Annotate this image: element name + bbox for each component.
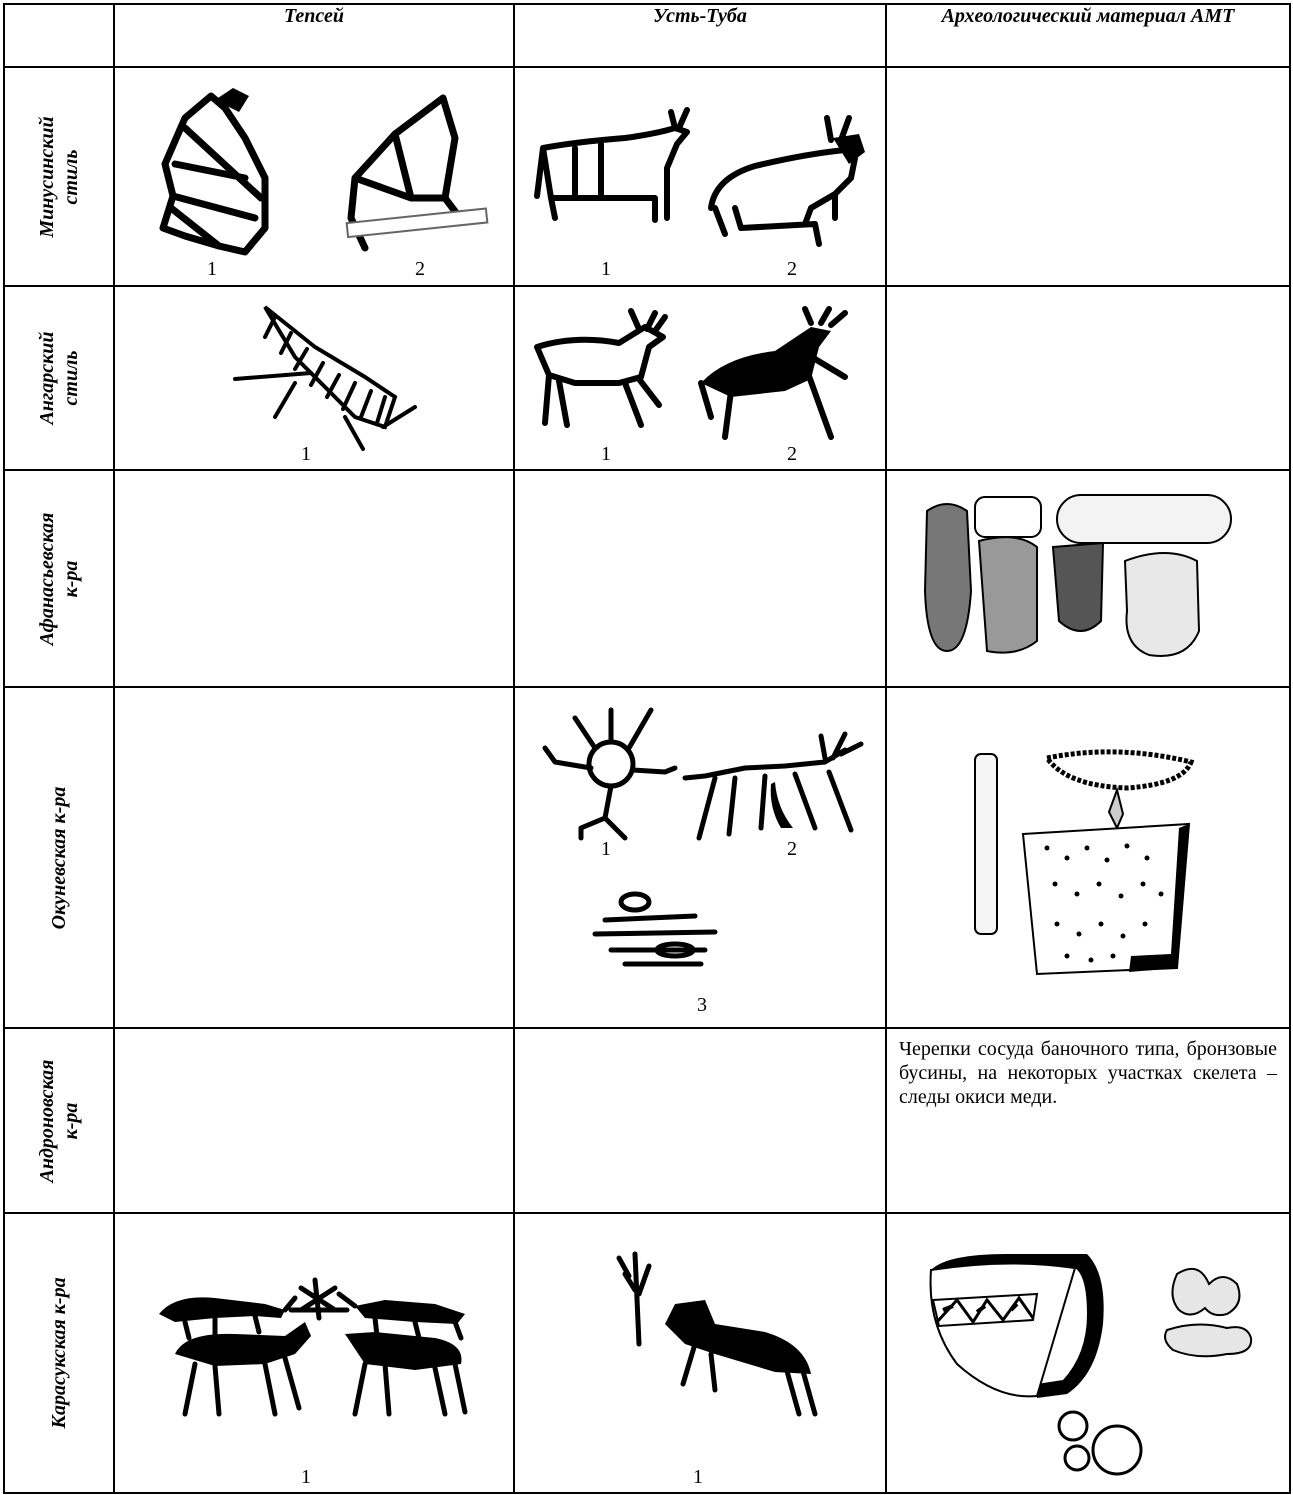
stone-tools-illustration (887, 471, 1290, 687)
bull-petroglyph-drawings (515, 68, 886, 286)
header-amt: Археологический материал АМТ (886, 4, 1290, 67)
cell-ust-tuba-okunev (514, 687, 886, 1028)
row-label-text: Ангарский стиль (36, 331, 82, 425)
cell-ust-tuba-karasuk (514, 1213, 886, 1493)
cell-amt-karasuk (886, 1213, 1290, 1493)
figure-number: 1 (693, 1466, 703, 1488)
row-label-afanasievo (4, 470, 114, 687)
row-label-karasuk (4, 1213, 114, 1493)
header-ust-tuba: Усть-Туба (514, 4, 886, 67)
figure-number: 3 (697, 994, 707, 1016)
row-label-minusinsk (4, 67, 114, 286)
figure-number: 2 (787, 838, 797, 860)
figure-number: 2 (415, 258, 425, 280)
figure-number: 2 (787, 258, 797, 280)
figure-number: 1 (301, 443, 311, 465)
header-tepsei: Тепсей (114, 4, 514, 67)
elk-hatched-petroglyph (115, 287, 514, 470)
bull-petroglyph-drawings (115, 68, 514, 286)
karasuk-petroglyph (515, 1214, 886, 1493)
row-label-text: Карасукская к-ра (48, 1277, 70, 1429)
row-label-angara (4, 286, 114, 470)
cell-ust-tuba-angara (514, 286, 886, 470)
cell-amt-andronovo (886, 1028, 1290, 1213)
header-blank-cell (4, 4, 114, 67)
row-label-text: Афанасьевская к-ра (36, 512, 82, 645)
row-label-text: Минусинский стиль (36, 115, 82, 238)
cell-amt-afanasievo (886, 470, 1290, 687)
figure-number: 1 (601, 443, 611, 465)
cell-tepsei-minusinsk (114, 67, 514, 286)
figure-number: 1 (207, 258, 217, 280)
okunev-petroglyph-drawings (515, 688, 886, 1028)
cell-tepsei-afanasievo (114, 470, 514, 687)
cell-tepsei-angara (114, 286, 514, 470)
figure-number: 2 (787, 443, 797, 465)
cell-tepsei-andronovo (114, 1028, 514, 1213)
okunev-artifacts-illustration (887, 688, 1290, 1028)
figure-number: 1 (601, 258, 611, 280)
cell-ust-tuba-andronovo (514, 1028, 886, 1213)
cell-tepsei-karasuk (114, 1213, 514, 1493)
cell-amt-minusinsk (886, 67, 1290, 286)
row-label-okunev (4, 687, 114, 1028)
figure-number: 1 (601, 838, 611, 860)
row-label-text: Андроновская к-ра (36, 1059, 82, 1182)
cell-tepsei-okunev (114, 687, 514, 1028)
cell-ust-tuba-afanasievo (514, 470, 886, 687)
karasuk-animals-petroglyph (115, 1214, 514, 1493)
row-label-andronovo (4, 1028, 114, 1213)
cell-amt-angara (886, 286, 1290, 470)
amt-description-text: Черепки сосуда баночного типа, бронзовые бусины, на некоторых участках скелета – следы окиси меди. (899, 1038, 1277, 1108)
petroglyph-comparison-table (3, 3, 1291, 1494)
row-label-text: Окуневская к-ра (48, 786, 70, 929)
cell-ust-tuba-minusinsk (514, 67, 886, 286)
cell-amt-okunev (886, 687, 1290, 1028)
karasuk-artifacts-illustration (887, 1214, 1290, 1493)
elk-petroglyph-drawings (515, 287, 886, 470)
figure-number: 1 (301, 1466, 311, 1488)
